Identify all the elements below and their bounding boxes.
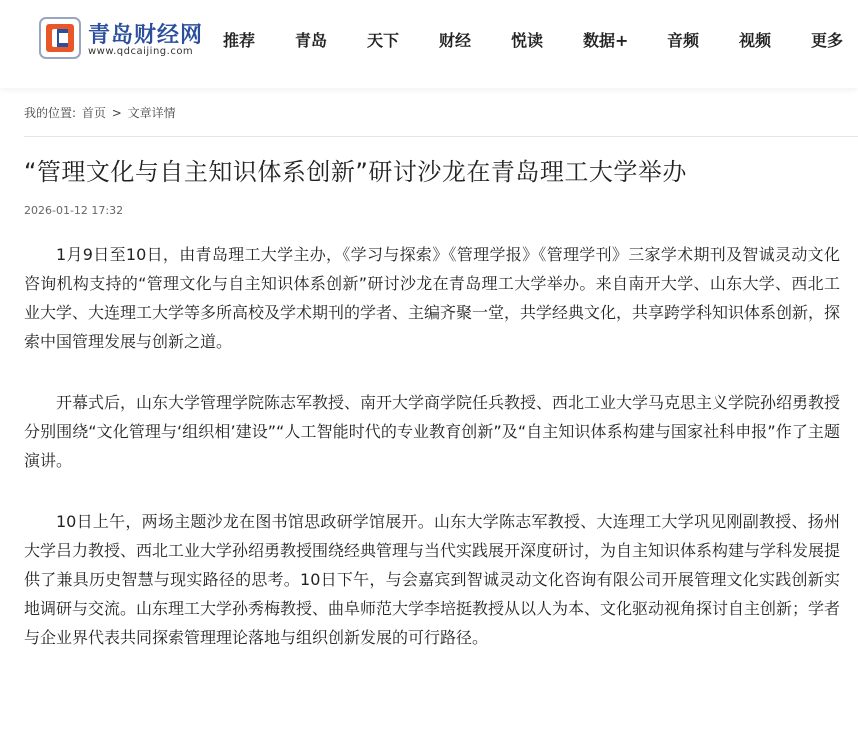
site-name: 青岛财经网 xyxy=(88,23,204,48)
site-header xyxy=(0,0,858,88)
logo-mark-icon xyxy=(38,16,82,60)
nav-item-qingdao[interactable]: 青岛 xyxy=(295,31,328,50)
nav-item-video[interactable]: 视频 xyxy=(739,31,772,50)
site-url: www.qdcaijing.com xyxy=(88,46,194,57)
site-logo[interactable] xyxy=(38,16,208,60)
breadcrumb-prefix: 我的位置: xyxy=(24,106,77,120)
breadcrumb-current: 文章详情 xyxy=(127,106,176,120)
article-paragraph: 开幕式后，山东大学管理学院陈志军教授、南开大学商学院任兵教授、西北工业大学马克思主义学院孙绍勇教授分别围绕“文化管理与‘组织相’建设”“人工智能时代的专业教育创新”及“自主知识体系构建与国家社科申报”作了主题演讲。 xyxy=(24,393,841,470)
article-paragraph: 10日上午，两场主题沙龙在图书馆思政研学馆展开。山东大学陈志军教授、大连理工大学巩见刚副教授、扬州大学吕力教授、西北工业大学孙绍勇教授围绕经典管理与当代实践展开深度研讨，为自主知识体系构建与学科发展提供了兼具历史智慧与现实路径的思考。10日下午，与会嘉宾到智诚灵动文化咨询有限公司开展管理文化实践创新实地调研与交流。山东理工大学孙秀梅教授、曲阜师范大学李培挺教授从以人为本、文化驱动视角探讨自主创新；学者与企业界代表共同探索管理理论落地与组织创新发展的可行路径。 xyxy=(24,512,841,647)
divider xyxy=(24,136,858,137)
breadcrumb xyxy=(24,104,178,121)
article-title: “管理文化与自主知识体系创新”研讨沙龙在青岛理工大学举办 xyxy=(24,158,687,186)
nav-item-recommend[interactable]: 推荐 xyxy=(223,31,256,50)
breadcrumb-home-link[interactable]: 首页 xyxy=(81,106,106,120)
article-body xyxy=(24,240,840,684)
nav-item-finance[interactable]: 财经 xyxy=(439,31,472,50)
nav-item-audio[interactable]: 音频 xyxy=(667,31,700,50)
article-paragraph: 1月9日至10日，由青岛理工大学主办，《学习与探索》《管理学报》《管理学刊》三家学术期刊及智诚灵动文化咨询机构支持的“管理文化与自主知识体系创新”研讨沙龙在青岛理工大学举办。来自南开大学、山东大学、西北工业大学、大连理工大学等多所高校及学术期刊的学者、主编齐聚一堂，共学经典文化，共享跨学科知识体系创新，探索中国管理发展与创新之道。 xyxy=(24,245,841,351)
chevron-right-icon: > xyxy=(111,106,122,120)
nav-item-data[interactable]: 数据+ xyxy=(583,31,629,50)
nav-item-more[interactable]: 更多 xyxy=(811,31,844,50)
nav-item-reading[interactable]: 悦读 xyxy=(511,31,544,50)
article-date: 2026-01-12 17:32 xyxy=(24,204,124,217)
nav-item-world[interactable]: 天下 xyxy=(367,31,400,50)
